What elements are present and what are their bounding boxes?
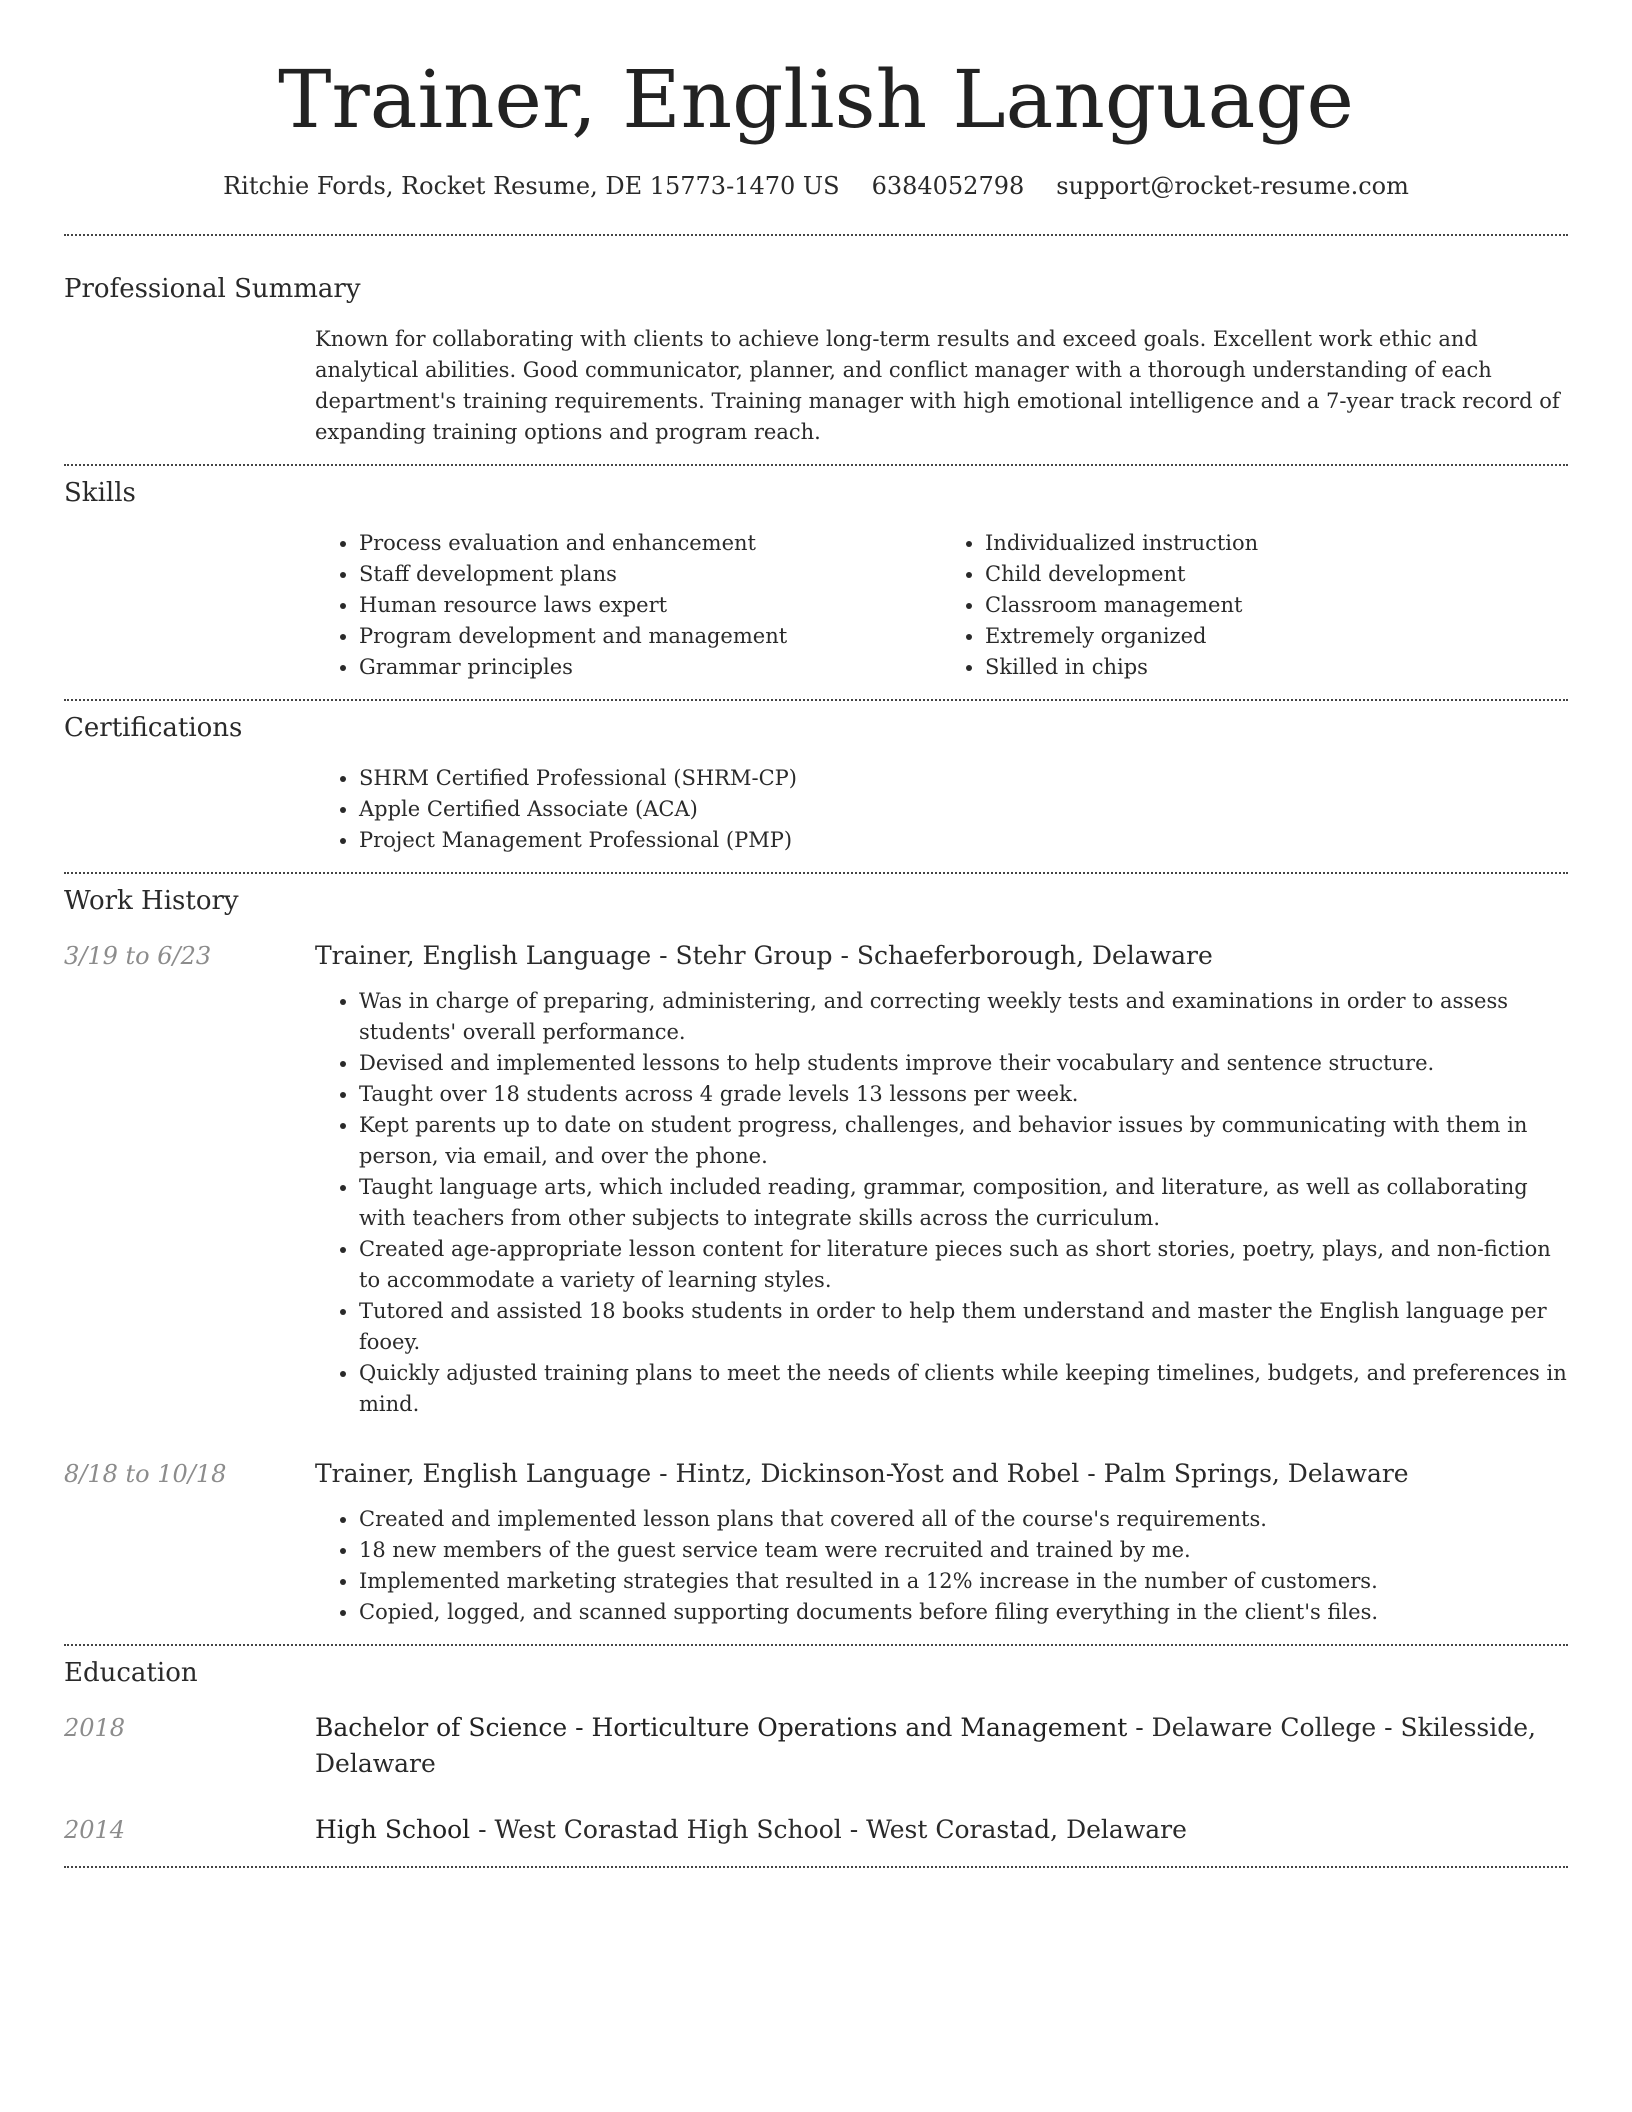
- job-bullet: • Kept parents up to date on student progress, challenges, and behavior issues by communicating with them in person, via email, and over the phone.: [359, 1110, 1567, 1172]
- email: support@rocket-resume.com: [1056, 172, 1409, 200]
- job-bullet: • Quickly adjusted training plans to meet the needs of clients while keeping timelines, budgets, and preferences in mind.: [359, 1358, 1567, 1420]
- section-title-work: Work History: [64, 886, 239, 916]
- skill-item: • Individualized instruction: [985, 528, 1567, 559]
- job-bullet: • Taught over 18 students across 4 grade levels 13 lessons per week.: [359, 1079, 1567, 1110]
- job-bullet: • 18 new members of the guest service team were recruited and trained by me.: [359, 1535, 1567, 1566]
- section-title-summary: Professional Summary: [64, 274, 361, 304]
- address: Ritchie Fords, Rocket Resume, DE 15773-1470 US: [223, 172, 840, 200]
- education-institution: - Delaware College - Skilesside, Delaware: [315, 1713, 1536, 1778]
- job-bullets: [315, 986, 1567, 1420]
- skill-item: • Human resource laws expert: [359, 590, 941, 621]
- education-entry: [64, 1812, 1568, 1848]
- job-bullets: [315, 1504, 1567, 1628]
- job-bullet: • Tutored and assisted 18 books students in order to help them understand and master the English language per fooey.: [359, 1296, 1567, 1358]
- skills-section: [0, 466, 1632, 699]
- skill-item: • Process evaluation and enhancement: [359, 528, 941, 559]
- education-degree: High School: [315, 1815, 471, 1844]
- job-date: 8/18 to 10/18: [64, 1460, 227, 1488]
- work-section: [0, 874, 1632, 1644]
- certification-item: • Project Management Professional (PMP): [359, 825, 1567, 856]
- education-institution: - West Corastad High School - West Corastad, Delaware: [470, 1815, 1187, 1844]
- education-date: 2014: [64, 1816, 126, 1844]
- skill-item: • Staff development plans: [359, 559, 941, 590]
- certifications-list: [315, 763, 1567, 856]
- certification-item: • Apple Certified Associate (ACA): [359, 794, 1567, 825]
- education-section: [0, 1646, 1632, 1866]
- skill-item: • Program development and management: [359, 621, 941, 652]
- phone: 6384052798: [871, 172, 1025, 200]
- skill-item: • Child development: [985, 559, 1567, 590]
- job-bullet: • Created age-appropriate lesson content for literature pieces such as short stories, poetry, plays, and non-fiction to accommodate a variety of learning styles.: [359, 1234, 1567, 1296]
- job-entry: [64, 938, 1568, 1420]
- education-date: 2018: [64, 1714, 126, 1742]
- education-degree: Bachelor of Science - Horticulture Operations and Management: [315, 1713, 1128, 1742]
- skills-columns: [315, 528, 1567, 683]
- job-heading: Trainer, English Language - Stehr Group - Schaeferborough, Delaware: [315, 941, 1213, 970]
- job-bullet: • Implemented marketing strategies that resulted in a 12% increase in the number of customers.: [359, 1566, 1567, 1597]
- section-title-skills: Skills: [64, 478, 136, 508]
- contact-line: [0, 172, 1632, 200]
- skills-list-1: [315, 528, 941, 683]
- skill-item: • Skilled in chips: [985, 652, 1567, 683]
- education-entry: [64, 1710, 1568, 1782]
- skill-item: • Grammar principles: [359, 652, 941, 683]
- job-bullet: • Taught language arts, which included reading, grammar, composition, and literature, as well as collaborating with teachers from other subjects to integrate skills across the curriculum.: [359, 1172, 1567, 1234]
- job-heading: Trainer, English Language - Hintz, Dickinson-Yost and Robel - Palm Springs, Delaware: [315, 1459, 1409, 1488]
- section-title-education: Education: [64, 1658, 198, 1688]
- skill-item: • Classroom management: [985, 590, 1567, 621]
- divider: [64, 1866, 1568, 1868]
- summary-text: Known for collaborating with clients to achieve long-term results and exceed goals. Excellent work ethic and analytical abilities. Good communicator, planner, and conflict manager with a thorough understanding of each department's training requirements. Training manager with high emotional intelligence and a 7-year track record of expanding training options and program reach.: [315, 327, 1560, 444]
- job-entry: [64, 1456, 1568, 1628]
- resume-header: [0, 0, 1632, 200]
- job-bullet: • Created and implemented lesson plans that covered all of the course's requirements.: [359, 1504, 1567, 1535]
- certification-item: • SHRM Certified Professional (SHRM-CP): [359, 763, 1567, 794]
- job-bullet: • Devised and implemented lessons to help students improve their vocabulary and sentence structure.: [359, 1048, 1567, 1079]
- job-bullet: • Was in charge of preparing, administering, and correcting weekly tests and examinations in order to assess students' overall performance.: [359, 986, 1567, 1048]
- certifications-section: [0, 701, 1632, 872]
- summary-section: [0, 236, 1632, 464]
- skills-list-2: [941, 528, 1567, 683]
- section-title-certifications: Certifications: [64, 713, 243, 743]
- job-bullet: • Copied, logged, and scanned supporting documents before filing everything in the client's files.: [359, 1597, 1567, 1628]
- job-date: 3/19 to 6/23: [64, 942, 212, 970]
- skill-item: • Extremely organized: [985, 621, 1567, 652]
- candidate-name: Trainer, English Language: [278, 53, 1354, 146]
